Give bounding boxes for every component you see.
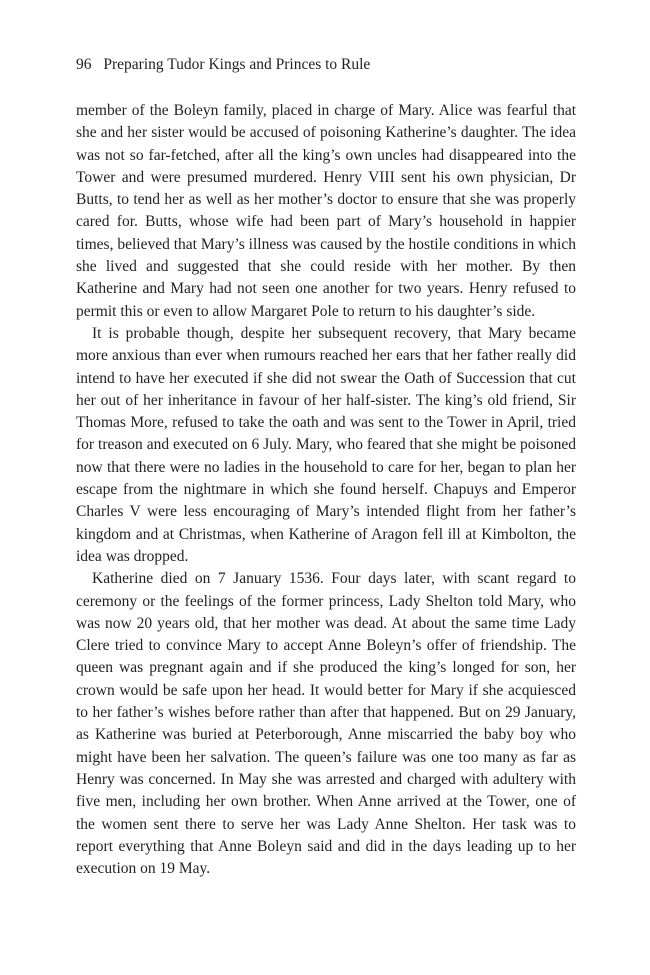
paragraph: Katherine died on 7 January 1536. Four days later, with scant regard to ceremony or the feelings of the former princess, Lady Shelton told Mary, who was now 20 years old, that her mother was dead. At about the same time Lady Clere tried to convince Mary to accept Anne Boleyn’s offer of friendship. The queen was pregnant again and if she produced the king’s longed for son, her crown would be safe upon her head. It would better for Mary if she acquiesced to her father’s wishes before rather than after that happened. But on 29 January, as Katherine was buried at Peterborough, Anne miscarried the baby boy who might have been her salvation. The queen’s failure was one too many as far as Henry was concerned. In May she was arrested and charged with adultery with five men, including her own brother. When Anne arrived at the Tower, one of the women sent there to serve her was Lady Anne Shelton. Her task was to report everything that Anne Boleyn said and did in the days leading up to her execution on 19 May. [76, 570, 576, 878]
paragraph-continued: member of the Boleyn family, placed in charge of Mary. Alice was fearful that she and her sister would be accused of poisoning Katherine’s daughter. The idea was not so far-fetched, after all the king’s own uncles had disappeared into the Tower and were presumed murdered. Henry VIII sent his own physician, Dr Butts, to tend her as well as her mother’s doctor to ensure that she was properly cared for. Butts, whose wife had been part of Mary’s household in happier times, believed that Mary’s illness was caused by the hostile conditions in which she lived and suggested that she could reside with her mother. By then Katherine and Mary had not seen one another for two years. Henry refused to permit this or even to allow Margaret Pole to return to his daughter’s side. [76, 102, 576, 320]
running-header [76, 54, 576, 76]
book-page [76, 54, 576, 880]
page-number: 96 [76, 56, 92, 73]
body-text [76, 100, 576, 880]
running-title: Preparing Tudor Kings and Princes to Rule [103, 56, 371, 73]
paragraph: It is probable though, despite her subsequent recovery, that Mary became more anxious than ever when rumours reached her ears that her father really did intend to have her executed if she did not swear the Oath of Succession that cut her out of her inheritance in favour of her half-sister. The king’s old friend, Sir Thomas More, refused to take the oath and was sent to the Tower in April, tried for treason and executed on 6 July. Mary, who feared that she might be poisoned now that there were no ladies in the household to care for her, began to plan her escape from the nightmare in which she found herself. Chapuys and Emperor Charles V were less encouraging of Mary’s intended flight from her father’s kingdom and at Christmas, when Katherine of Aragon fell ill at Kimbolton, the idea was dropped. [76, 324, 576, 565]
